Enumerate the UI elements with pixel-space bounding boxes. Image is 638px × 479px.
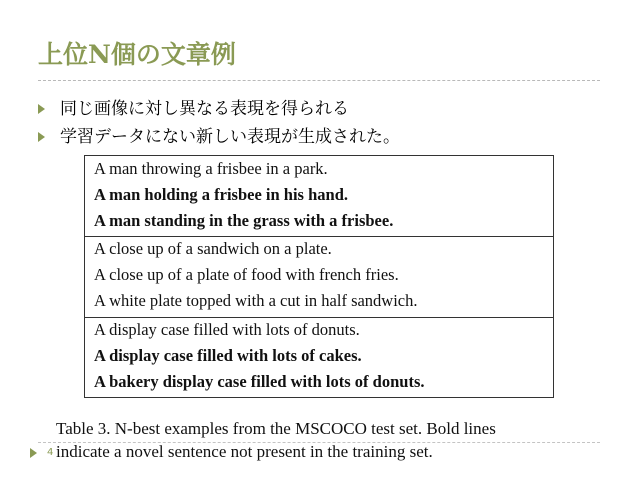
footer-divider xyxy=(38,442,600,443)
page-number: 4 xyxy=(47,447,54,458)
table-group xyxy=(85,317,553,397)
triangle-bullet-icon xyxy=(38,104,45,114)
table-line: A display case filled with lots of donuts. xyxy=(94,320,360,339)
title-divider xyxy=(38,80,600,81)
bullet-text: 学習データにない新しい表現が生成された。 xyxy=(60,127,400,147)
bullet-item xyxy=(36,123,606,151)
table-line: A man standing in the grass with a frisbee. xyxy=(94,211,394,230)
slide-title: 上位N個の文章例 xyxy=(38,40,236,69)
caption-line: indicate a novel sentence not present in the training set. xyxy=(56,442,433,461)
table-line: A man holding a frisbee in his hand. xyxy=(94,185,348,204)
table-line: A bakery display case filled with lots of donuts. xyxy=(94,372,425,391)
bullet-list xyxy=(36,95,606,151)
triangle-bullet-icon xyxy=(30,448,37,458)
bullet-text: 同じ画像に対し異なる表現を得られる xyxy=(60,99,349,119)
table-line: A man throwing a frisbee in a park. xyxy=(94,159,328,178)
table-caption xyxy=(56,417,596,463)
triangle-bullet-icon xyxy=(38,132,45,142)
caption-line: Table 3. N-best examples from the MSCOCO test set. Bold lines xyxy=(56,419,496,438)
table-line: A close up of a plate of food with french fries. xyxy=(94,265,399,284)
table-line: A display case filled with lots of cakes. xyxy=(94,346,362,365)
bullet-item xyxy=(36,95,606,123)
table-line: A white plate topped with a cut in half sandwich. xyxy=(94,291,418,310)
examples-table xyxy=(84,155,554,398)
table-group xyxy=(85,236,553,318)
table-line: A close up of a sandwich on a plate. xyxy=(94,239,332,258)
table-group xyxy=(85,156,553,237)
